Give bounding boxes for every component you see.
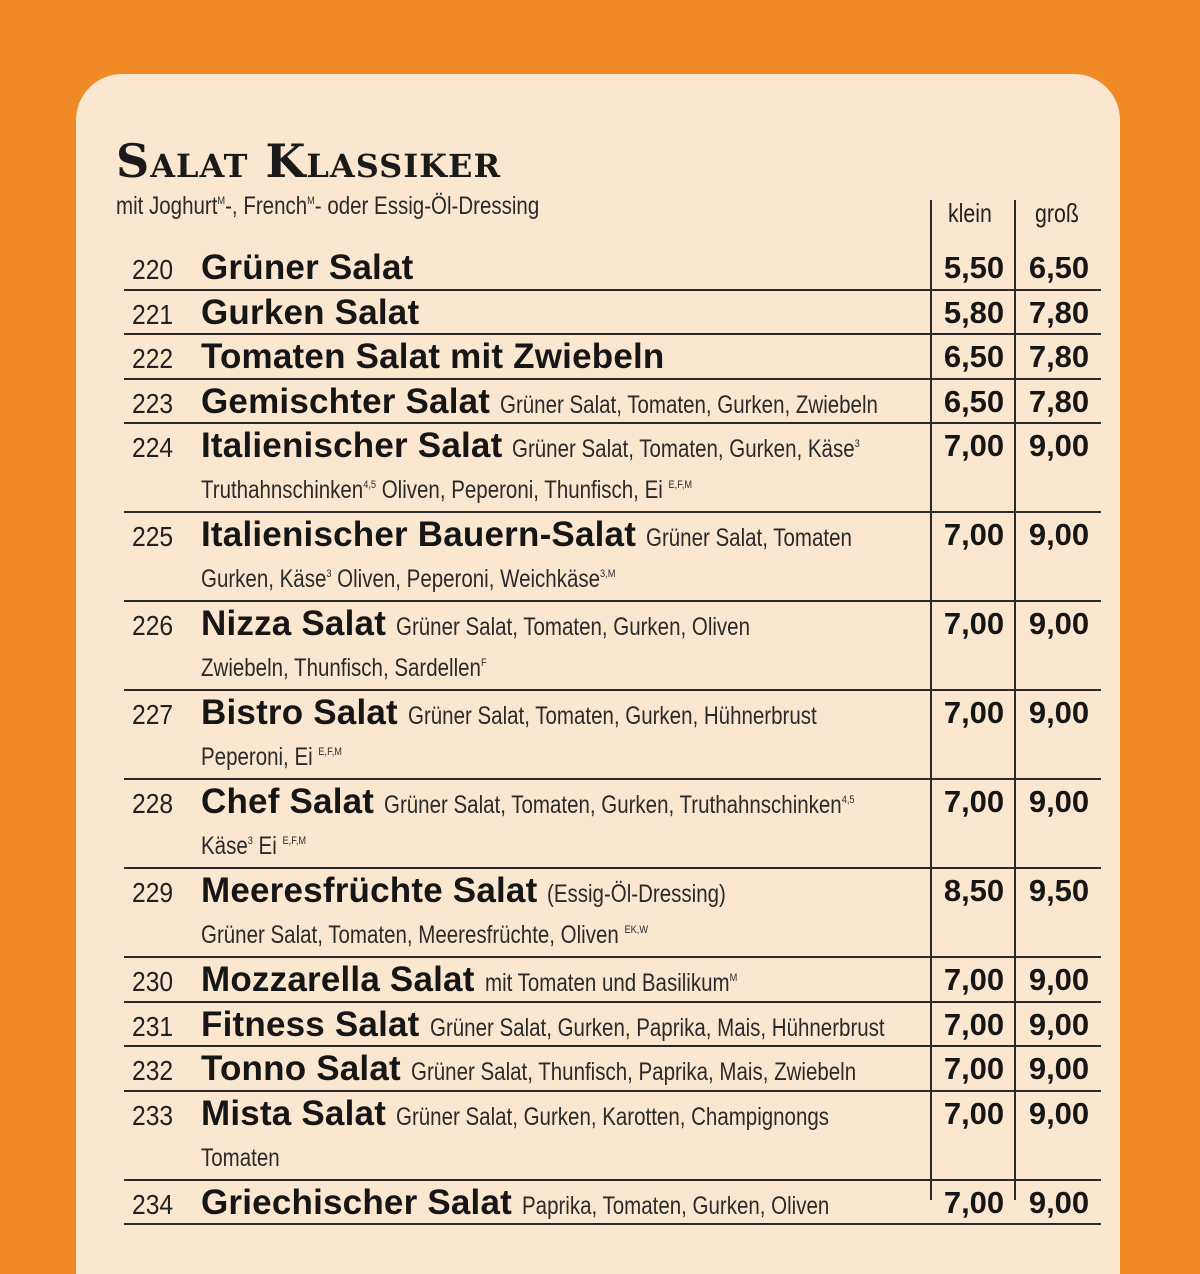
- item-description: mit Tomaten und Basilikum$^M$: [484, 969, 737, 997]
- item-line-1: [201, 335, 931, 379]
- item-description: Grüner Salat, Gurken, Paprika, Mais, Hühnerbrust: [429, 1013, 885, 1042]
- item-line-1: [201, 1003, 931, 1047]
- item-name: Mozzarella Salat: [201, 960, 475, 999]
- item-body: [201, 246, 931, 290]
- item-body: [201, 1181, 931, 1225]
- item-body: [201, 602, 931, 690]
- item-body: [201, 691, 931, 779]
- item-name: Chef Salat: [201, 782, 375, 821]
- item-name: Tonno Salat: [201, 1049, 401, 1088]
- price-large: 9,00: [1028, 1006, 1090, 1042]
- allergen-code: E,F,M: [282, 834, 307, 847]
- item-number: 232: [132, 1055, 174, 1086]
- item-line-1: [201, 513, 931, 557]
- menu-item-row: [124, 1003, 1101, 1048]
- item-number: 234: [132, 1188, 174, 1220]
- allergen-code: EK,W: [624, 923, 649, 936]
- item-line-1: [201, 691, 931, 735]
- menu-item-row: [124, 513, 1101, 602]
- price-large: 7,80: [1028, 294, 1090, 330]
- item-name: Italienischer Bauern-Salat: [201, 515, 637, 554]
- price-small: 6,50: [943, 383, 1005, 419]
- menu-item-row: [124, 246, 1101, 291]
- menu-item-row: [124, 335, 1101, 380]
- item-line-2: [201, 1136, 931, 1180]
- price-small: 7,00: [943, 962, 1005, 997]
- item-number: 233: [132, 1099, 174, 1131]
- item-name: Gurken Salat: [201, 292, 420, 332]
- item-name: Griechischer Salat: [201, 1182, 512, 1222]
- price-small: 8,50: [943, 873, 1005, 908]
- menu-item-row: [124, 958, 1101, 1003]
- allergen-code: E,F,M: [318, 745, 342, 758]
- item-number: 225: [132, 521, 174, 552]
- item-line-2: [201, 557, 931, 601]
- item-line-2: [201, 468, 931, 512]
- price-small: 7,00: [943, 1184, 1005, 1220]
- price-small: 7,00: [943, 1006, 1005, 1042]
- item-description: Grüner Salat, Thunfisch, Paprika, Mais, Zwiebeln: [410, 1058, 857, 1086]
- item-body: [201, 780, 931, 868]
- item-number: 220: [132, 254, 174, 285]
- item-line-2: [201, 913, 931, 957]
- item-number: 228: [132, 788, 174, 819]
- price-large: 9,00: [1028, 1051, 1090, 1086]
- item-description: Grüner Salat, Tomaten: [646, 524, 852, 552]
- item-name: Nizza Salat: [201, 604, 387, 643]
- item-description-continued: Käse$^3$ Ei $^{E,F,M}$: [201, 832, 307, 860]
- item-line-2: [201, 646, 931, 690]
- item-name: Grüner Salat: [201, 248, 414, 287]
- item-body: [201, 513, 931, 601]
- menu-item-list: [124, 246, 1101, 1225]
- item-description-continued: Truthahnschinken$^{4,5}$ Oliven, Peperoni, Thunfisch, Ei $^{E,F,M}$: [201, 476, 693, 504]
- allergen-code: E,F,M: [668, 478, 693, 491]
- item-line-1: [201, 602, 931, 646]
- price-large: 7,80: [1028, 383, 1090, 419]
- item-body: [201, 1047, 931, 1091]
- price-small: 7,00: [943, 695, 1005, 730]
- section-subtitle: mit Joghurt$^M$-, French$^M$- oder Essig-Öl-Dressing: [116, 192, 540, 220]
- column-header-large: groß: [1035, 198, 1079, 228]
- allergen-code: 3: [247, 834, 253, 847]
- item-body: [201, 869, 931, 957]
- item-description-continued: Gurken, Käse$^3$ Oliven, Peperoni, Weichkäse$^{3,M}$: [201, 565, 616, 593]
- price-small: 6,50: [943, 339, 1005, 374]
- price-small: 5,80: [943, 294, 1005, 330]
- item-body: [201, 1003, 931, 1047]
- item-body: [201, 958, 931, 1002]
- item-number: 222: [132, 343, 174, 374]
- menu-item-row: [124, 291, 1101, 336]
- allergen-code: 3: [855, 437, 861, 450]
- price-large: 9,00: [1028, 784, 1090, 819]
- price-large: 9,50: [1028, 873, 1090, 908]
- menu-item-row: [124, 424, 1101, 513]
- item-description: Grüner Salat, Gurken, Karotten, Champignongs: [396, 1102, 830, 1131]
- allergen-code: F: [480, 656, 487, 669]
- price-large: 9,00: [1028, 1095, 1090, 1131]
- item-line-2: [201, 735, 931, 779]
- price-small: 7,00: [943, 1051, 1005, 1086]
- item-body: [201, 335, 931, 379]
- item-line-1: [201, 1092, 931, 1136]
- menu-item-row: [124, 1047, 1101, 1092]
- section-title: Salat Klassiker: [116, 134, 502, 188]
- item-body: [201, 291, 931, 335]
- item-description-continued: Peperoni, Ei $^{E,F,M}$: [201, 743, 342, 771]
- item-line-2: [201, 824, 931, 868]
- item-line-1: [201, 869, 931, 913]
- item-line-1: [201, 246, 931, 290]
- item-number: 224: [132, 432, 174, 463]
- item-description: Grüner Salat, Tomaten, Gurken, Hühnerbrust: [407, 702, 817, 730]
- item-name: Italienischer Salat: [201, 426, 503, 465]
- menu-item-row: [124, 691, 1101, 780]
- item-name: Bistro Salat: [201, 693, 398, 732]
- item-name: Fitness Salat: [201, 1004, 420, 1044]
- allergen-code: 4,5: [363, 478, 377, 491]
- allergen-code: 4,5: [841, 793, 855, 806]
- item-description-continued: Tomaten: [201, 1143, 280, 1172]
- allergen-code: M: [729, 971, 737, 984]
- item-number: 226: [132, 610, 174, 641]
- item-description: Grüner Salat, Tomaten, Gurken, Truthahnschinken$^{4,5}$: [384, 791, 855, 819]
- item-name: Gemischter Salat: [201, 381, 491, 421]
- price-small: 7,00: [943, 784, 1005, 819]
- allergen-code: 3,M: [600, 567, 616, 580]
- menu-item-row: [124, 1181, 1101, 1226]
- price-large: 9,00: [1028, 1184, 1090, 1220]
- item-line-1: [201, 1047, 931, 1091]
- item-number: 231: [132, 1010, 174, 1042]
- menu-item-row: [124, 1092, 1101, 1181]
- item-description: (Essig-Öl-Dressing): [547, 880, 727, 908]
- item-body: [201, 424, 931, 512]
- price-small: 7,00: [943, 517, 1005, 552]
- item-line-1: [201, 1181, 931, 1225]
- menu-item-row: [124, 780, 1101, 869]
- price-small: 5,50: [943, 250, 1005, 285]
- item-name: Meeresfrüchte Salat: [201, 871, 538, 910]
- item-number: 229: [132, 877, 174, 908]
- item-name: Mista Salat: [201, 1093, 387, 1133]
- item-name: Tomaten Salat mit Zwiebeln: [201, 337, 665, 376]
- price-small: 7,00: [943, 606, 1005, 641]
- item-number: 223: [132, 387, 174, 419]
- column-header-small: klein: [948, 198, 992, 228]
- item-number: 221: [132, 298, 174, 330]
- item-body: [201, 1092, 931, 1180]
- item-description: Paprika, Tomaten, Gurken, Oliven: [521, 1191, 830, 1220]
- item-line-1: [201, 380, 931, 424]
- item-description-continued: Zwiebeln, Thunfisch, Sardellen$^F$: [201, 654, 487, 682]
- item-description-continued: Grüner Salat, Tomaten, Meeresfrüchte, Oliven $^{EK,W}$: [201, 921, 649, 949]
- price-large: 7,80: [1028, 339, 1090, 374]
- item-body: [201, 380, 931, 424]
- item-description: Grüner Salat, Tomaten, Gurken, Käse$^3$: [512, 435, 861, 463]
- menu-item-row: [124, 869, 1101, 958]
- price-large: 6,50: [1028, 250, 1090, 285]
- item-line-1: [201, 291, 931, 335]
- price-large: 9,00: [1028, 517, 1090, 552]
- price-large: 9,00: [1028, 695, 1090, 730]
- price-large: 9,00: [1028, 606, 1090, 641]
- item-number: 230: [132, 966, 174, 997]
- price-small: 7,00: [943, 1095, 1005, 1131]
- price-large: 9,00: [1028, 962, 1090, 997]
- item-description: Grüner Salat, Tomaten, Gurken, Zwiebeln: [500, 390, 879, 419]
- item-number: 227: [132, 699, 174, 730]
- item-description: Grüner Salat, Tomaten, Gurken, Oliven: [396, 613, 751, 641]
- item-line-1: [201, 780, 931, 824]
- price-small: 7,00: [943, 428, 1005, 463]
- item-line-1: [201, 424, 931, 468]
- menu-item-row: [124, 602, 1101, 691]
- menu-item-row: [124, 380, 1101, 425]
- allergen-code: 3: [326, 567, 332, 580]
- price-large: 9,00: [1028, 428, 1090, 463]
- item-line-1: [201, 958, 931, 1002]
